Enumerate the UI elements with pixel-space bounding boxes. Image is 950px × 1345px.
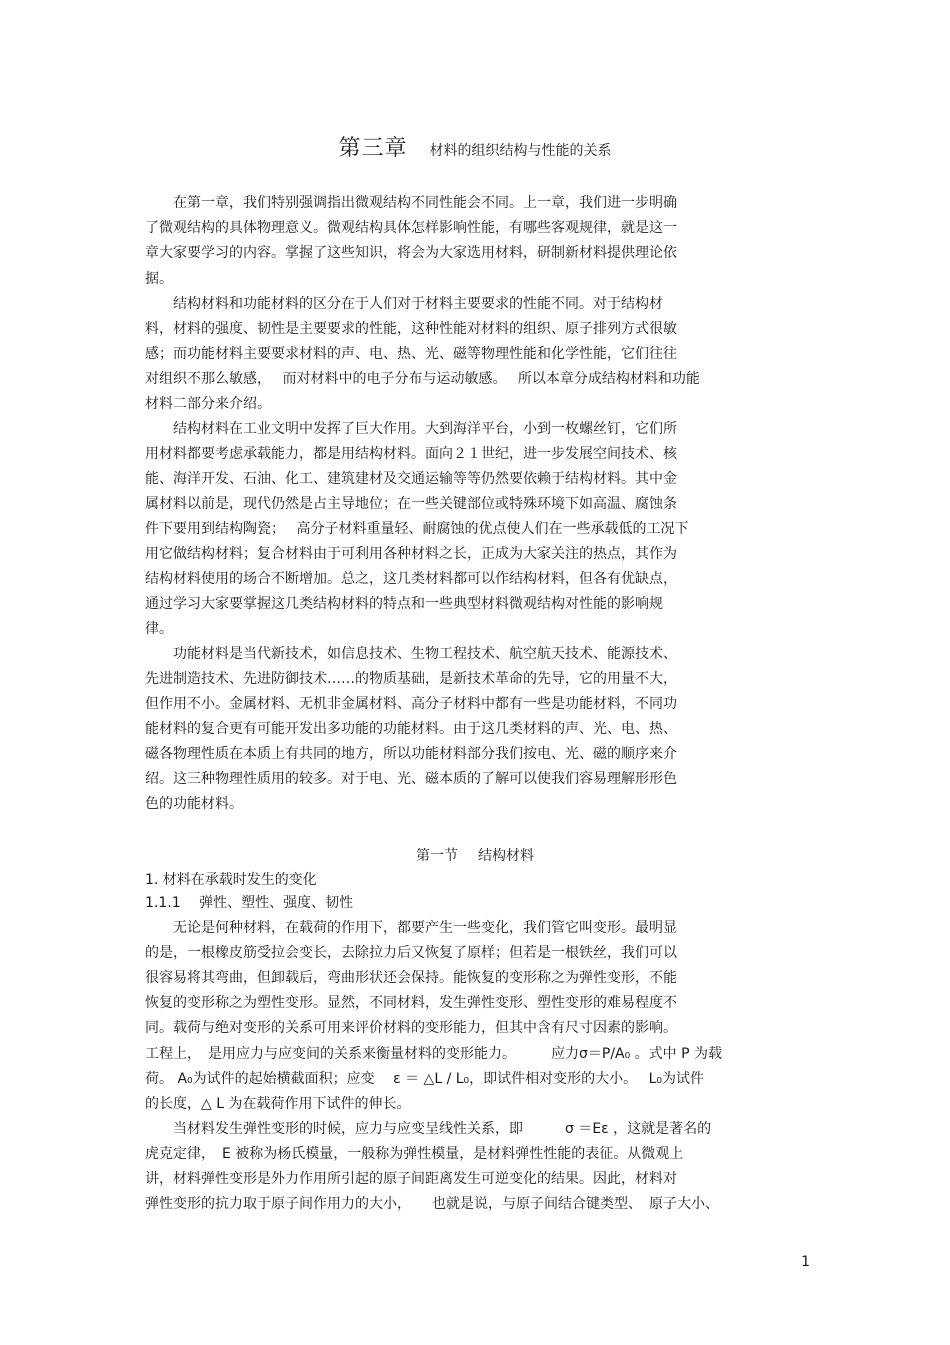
section-name: 结构材料 bbox=[478, 848, 534, 864]
body-line: 能材料的复合更有可能开发出多功能的功能材料。由于这几类材料的声、光、电、热、 bbox=[145, 721, 677, 737]
body-line: 结构材料使用的场合不断增加。总之，这几类材料都可以作结构材料，但各有优缺点， bbox=[145, 571, 677, 587]
body-line: 先进制造技术、先进防御技术……的物质基础，是新技术革命的先导，它的用量不大， bbox=[145, 671, 677, 687]
body-line: 章大家要学习的内容。掌握了这些知识，将会为大家选用材料，研制新材料提供理论依 bbox=[145, 245, 677, 261]
body-line: 荷。 A₀为试件的起始横截面积；应变 ε ＝ △L / L₀，即试件相对变形的大小。 L₀为试件 bbox=[145, 1071, 705, 1087]
body-line: 材料二部分来介绍。 bbox=[145, 396, 271, 412]
body-line: 属材料以前是，现代仍然是占主导地位；在一些关键部位或特殊环境下如高温、腐蚀条 bbox=[145, 496, 677, 512]
body-line: 无论是何种材料，在载荷的作用下，都要产生一些变化，我们管它叫变形。最明显 bbox=[145, 920, 677, 936]
body-line: 在第一章，我们特别强调指出微观结构不同性能会不同。上一章，我们进一步明确 bbox=[145, 195, 677, 211]
subheading: 1. 材料在承载时发生的变化 bbox=[145, 872, 317, 888]
body-line: 料，材料的强度、韧性是主要要求的性能，这种性能对材料的组织、原子排列方式很敏 bbox=[145, 321, 677, 337]
body-line: 工程上， 是用应力与应变间的关系来衡量材料的变形能力。 应力σ＝P/A₀ 。式中 P 为载 bbox=[145, 1046, 723, 1062]
body-line: 虎克定律， E 被称为杨氏模量，一般称为弹性模量，是材料弹性性能的表征。从微观上 bbox=[145, 1146, 684, 1162]
body-line: 对组织不那么敏感， 而对材料中的电子分布与运动敏感。 所以本章分成结构材料和功能 bbox=[145, 371, 700, 387]
body-line: 律。 bbox=[145, 621, 173, 637]
body-line: 结构材料在工业文明中发挥了巨大作用。大到海洋平台，小到一枚螺丝钉，它们所 bbox=[145, 421, 677, 437]
body-line: 磁各物理性质在本质上有共同的地方，所以功能材料部分我们按电、光、磁的顺序来介 bbox=[145, 746, 677, 762]
body-line: 感；而功能材料主要要求材料的声、电、热、光、磁等物理性能和化学性能，它们往往 bbox=[145, 346, 677, 362]
body-line: 的是，一根橡皮筋受拉会变长，去除拉力后又恢复了原样；但若是一根铁丝，我们可以 bbox=[145, 945, 677, 961]
chapter-subtitle: 材料的组织结构与性能的关系 bbox=[429, 143, 612, 159]
body-line: 能、海洋开发、石油、化工、建筑建材及交通运输等等仍然要依赖于结构材料。其中金 bbox=[145, 471, 677, 487]
body-line: 功能材料是当代新技术，如信息技术、生物工程技术、航空航天技术、能源技术、 bbox=[145, 646, 677, 662]
body-line: 很容易将其弯曲，但卸载后，弯曲形状还会保持。能恢复的变形称之为弹性变形，不能 bbox=[145, 970, 677, 986]
body-line: 同。载荷与绝对变形的关系可用来评价材料的变形能力，但其中含有尺寸因素的影响。 bbox=[145, 1020, 677, 1036]
body-line: 件下要用到结构陶瓷； 高分子材料重量轻、耐腐蚀的优点使人们在一些承载低的工况下 bbox=[145, 521, 689, 537]
body-line: 色的功能材料。 bbox=[145, 796, 243, 812]
chapter-number: 第三章 bbox=[338, 136, 408, 161]
body-line: 了微观结构的具体物理意义。微观结构具体怎样影响性能，有哪些客观规律，就是这一 bbox=[145, 220, 677, 236]
body-line: 通过学习大家要掌握这几类结构材料的特点和一些典型材料微观结构对性能的影响规 bbox=[145, 596, 663, 612]
body-line: 用材料都要考虑承载能力，都是用结构材料。面向２１世纪，进一步发展空间技术、核 bbox=[145, 446, 677, 462]
body-line: 讲，材料弹性变形是外力作用所引起的原子间距离发生可逆变化的结果。因此，材料对 bbox=[145, 1171, 677, 1187]
body-line: 但作用不小。金属材料、无机非金属材料、高分子材料中都有一些是功能材料，不同功 bbox=[145, 696, 677, 712]
body-line: 结构材料和功能材料的区分在于人们对于材料主要要求的性能不同。对于结构材 bbox=[145, 296, 663, 312]
body-line: 的长度，△ L 为在载荷作用下试件的伸长。 bbox=[145, 1096, 411, 1112]
body-line: 用它做结构材料；复合材料由于可利用各种材料之长，正成为大家关注的热点，其作为 bbox=[145, 546, 677, 562]
subheading: 1.1.1 弹性、塑性、强度、韧性 bbox=[145, 895, 354, 911]
chapter-title bbox=[0, 131, 950, 162]
section-number: 第一节 bbox=[416, 848, 458, 864]
body-line: 当材料发生弹性变形的时候，应力与应变呈线性关系，即 σ ＝Eε ，这就是著名的 bbox=[145, 1121, 712, 1137]
body-line: 弹性变形的抗力取于原子间作用力的大小， 也就是说，与原子间结合键类型、 原子大小、 bbox=[145, 1196, 719, 1212]
body-line: 恢复的变形称之为塑性变形。显然，不同材料，发生弹性变形、塑性变形的难易程度不 bbox=[145, 995, 677, 1011]
body-line: 绍。这三种物理性质用的较多。对于电、光、磁本质的了解可以使我们容易理解形形色 bbox=[145, 771, 677, 787]
body-line: 据。 bbox=[145, 271, 173, 287]
page-number: 1 bbox=[801, 1254, 810, 1270]
section-heading bbox=[0, 845, 950, 865]
